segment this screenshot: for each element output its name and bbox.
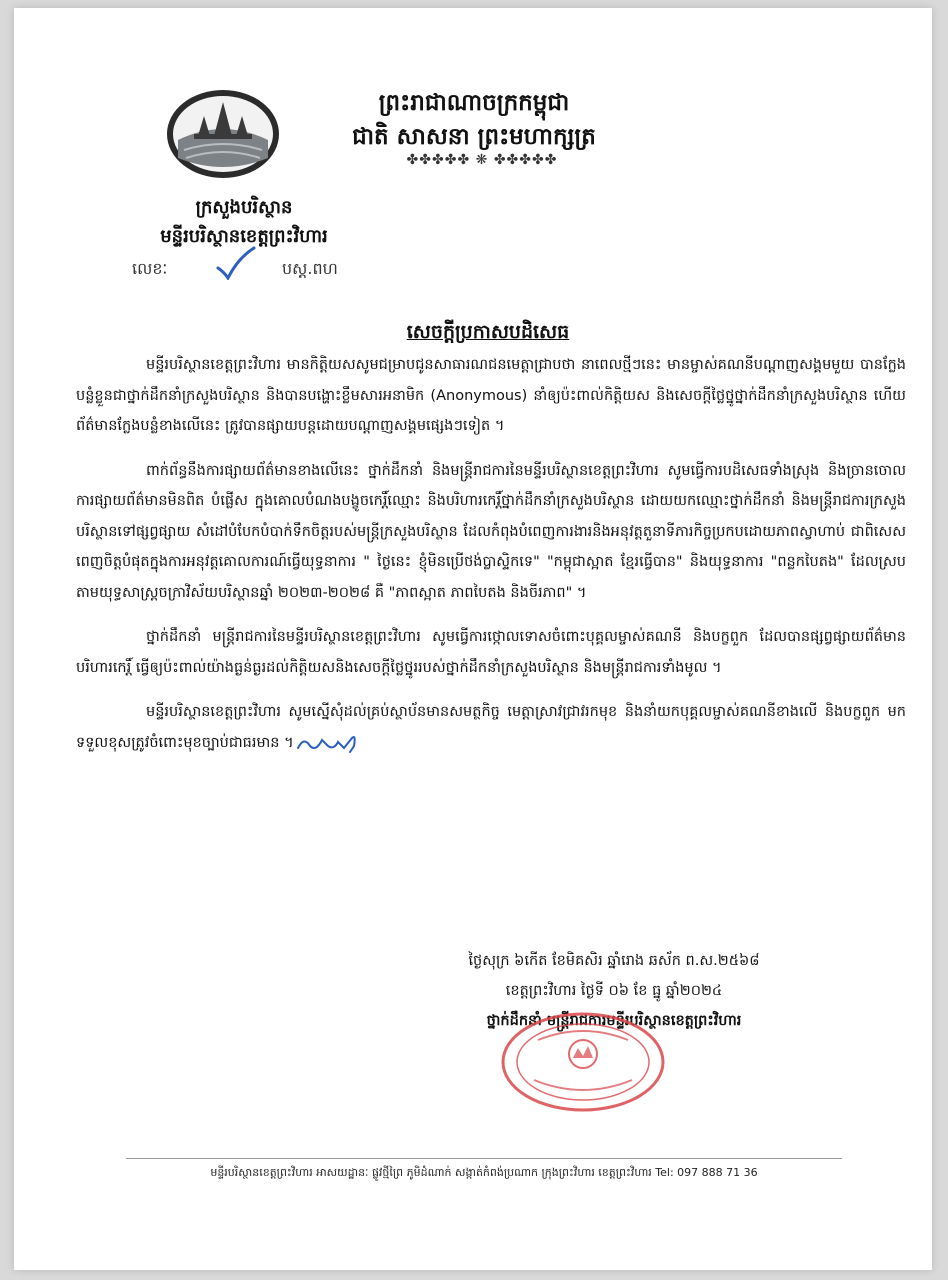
- reference-number: [132, 258, 372, 282]
- signatory: ថ្នាក់ដឹកនាំ មន្ត្រីរាជការមន្ទីរបរិស្ថានខេត្តព្រះវិហារ: [486, 1013, 742, 1029]
- official-stamp-icon: [498, 1010, 668, 1114]
- lunar-date: ថ្ងៃសុក្រ ៦កើត ខែមិគសិរ ឆ្នាំរោង ឆស័ក ព.ស.២៥៦៨: [468, 953, 760, 969]
- body-paragraph-3: ថ្នាក់ដឹកនាំ មន្ត្រីរាជការនៃមន្ទីរបរិស្ថានខេត្តព្រះវិហារ សូមធ្វើការថ្កោលទោសចំពោះបុគ្គលម្ចាស់គណនី និងបក្ខពួក ដែលបានផ្សព្វផ្សាយព័ត៌មានបរិហារកេរ្តិ៍ ធ្វើឲ្យប៉ះពាល់យ៉ាងធ្ងន់ធ្ងរដល់កិត្តិយសនិងសេចក្តីថ្លៃថ្នូររបស់ថ្នាក់ដឹកនាំក្រសួងបរិស្ថាន និងមន្ត្រីរាជការទាំងមូល ។: [76, 629, 906, 676]
- ministry-emblem-icon: [164, 88, 282, 184]
- document-body: [76, 350, 906, 772]
- department-name: មន្ទីរបរិស្ថានខេត្តព្រះវិហារ: [160, 226, 328, 247]
- handwritten-signature-icon: [294, 732, 364, 754]
- body-paragraph-4-text: មន្ទីរបរិស្ថានខេត្តព្រះវិហារ សូមស្នើសុំដល់គ្រប់ស្ថាប័នមានសមត្ថកិច្ច មេត្តាស្រាវជ្រាវរកមុខ និងនាំយកបុគ្គលម្ចាស់គណនីខាងលើ និងបក្ខពួក មកទទួលខុសត្រូវចំពោះមុខច្បាប់ជាធរមាន ។: [76, 704, 906, 751]
- body-paragraph-2: ពាក់ព័ន្ធនឹងការផ្សាយព័ត៌មានខាងលើនេះ ថ្នាក់ដឹកនាំ និងមន្ត្រីរាជការនៃមន្ទីរបរិស្ថានខេត្តព្រះវិហារ សូមធ្វើការបដិសេធទាំងស្រុង និងច្រានចោលការផ្សាយព័ត៌មានមិនពិត បំផ្លើស ក្នុងគោលបំណងបង្ខូចកេរ្តិ៍ឈ្មោះ និងបរិហារកេរ្តិ៍ថ្នាក់ដឹកនាំក្រសួងបរិស្ថាន ដោយយកឈ្មោះថ្នាក់ដឹកនាំ និងមន្ត្រីរាជការក្រសួងបរិស្ថានទៅផ្សព្វផ្សាយ សំដៅបំបែកបំបាក់ទឹកចិត្តរបស់មន្ត្រីក្រសួងបរិស្ថាន ដែលកំពុងបំពេញការងារនិងអនុវត្តតួនាទីភារកិច្ចប្រកបដោយភាពស្វាហាប់ ជាពិសេសពេញចិត្តបំផុតក្នុងការអនុវត្តគោលការណ៍ធ្វើយុទ្ធនាការ " ថ្ងៃនេះ ខ្ញុំមិនប្រើថង់ប្លាស្ទិកទេ" "កម្ពុជាស្អាត ខ្មែរធ្វើបាន" និងយុទ្ធនាការ "ពន្លកបៃតង" ដែលស្របតាមយុទ្ធសាស្ត្រចក្រាវិស័យបរិស្ថានឆ្នាំ ២០២៣-២០២៨ គឺ "ភាពស្អាត ភាពបៃតង និងចីរភាព" ។: [76, 462, 906, 601]
- body-paragraph-4: [76, 697, 906, 758]
- checkmark-icon: [216, 246, 256, 280]
- nation-religion-king: ជាតិ សាសនា ព្រះមហាក្សត្រ: [352, 123, 596, 150]
- kingdom-title: ព្រះរាជាណាចក្រកម្ពុជា: [378, 89, 570, 116]
- ministry-name: ក្រសួងបរិស្ថាន: [195, 197, 293, 218]
- ornament-divider: ✤✤✤✤✤ ❋ ✤✤✤✤✤: [406, 152, 558, 168]
- reference-suffix: បស្ត.ពហ: [282, 259, 338, 278]
- kingdom-motto: [314, 86, 634, 154]
- footer-address: មន្ទីរបរិស្ថានខេត្តព្រះវិហារ អាសយដ្ឋានៈ ផ្លូវថ្មីព្រៃ ភូមិដំណាក់ សង្កាត់កំពង់ប្រណាក ក្រុងព្រះវិហារ ខេត្តព្រះវិហារ Tel: 097 888 71 36: [210, 1166, 758, 1179]
- solar-date: ខេត្តព្រះវិហារ ថ្ងៃទី ០៦ ខែ ធ្នូ ឆ្នាំ២០២៤: [505, 983, 723, 999]
- document-page: [14, 8, 932, 1270]
- issuing-authority: [124, 193, 364, 251]
- reference-label: លេខៈ: [132, 259, 168, 278]
- footer-divider: [126, 1158, 842, 1159]
- body-paragraph-1: មន្ទីរបរិស្ថានខេត្តព្រះវិហារ មានកិត្តិយសសូមជម្រាបជូនសាធារណជនមេត្តាជ្រាបថា នាពេលថ្មីៗនេះ មានម្ចាស់គណនីបណ្តាញសង្គមមួយ បានក្លែងបន្លំខ្លួនជាថ្នាក់ដឹកនាំក្រសួងបរិស្ថាន និងបានបង្ហោះខ្លឹមសារអនាមិក (Anonymous) នាំឲ្យប៉ះពាល់កិត្តិយស និងសេចក្តីថ្លៃថ្នូថ្នាក់ដឹកនាំក្រសួងបរិស្ថាន ហើយព័ត៌មានក្លែងបន្លំខាងលើនេះ ត្រូវបានផ្សាយបន្តដោយបណ្តាញសង្គមផ្សេងៗទៀត ។: [76, 357, 906, 434]
- document-title: សេចក្តីប្រកាសបដិសេធ: [406, 321, 570, 343]
